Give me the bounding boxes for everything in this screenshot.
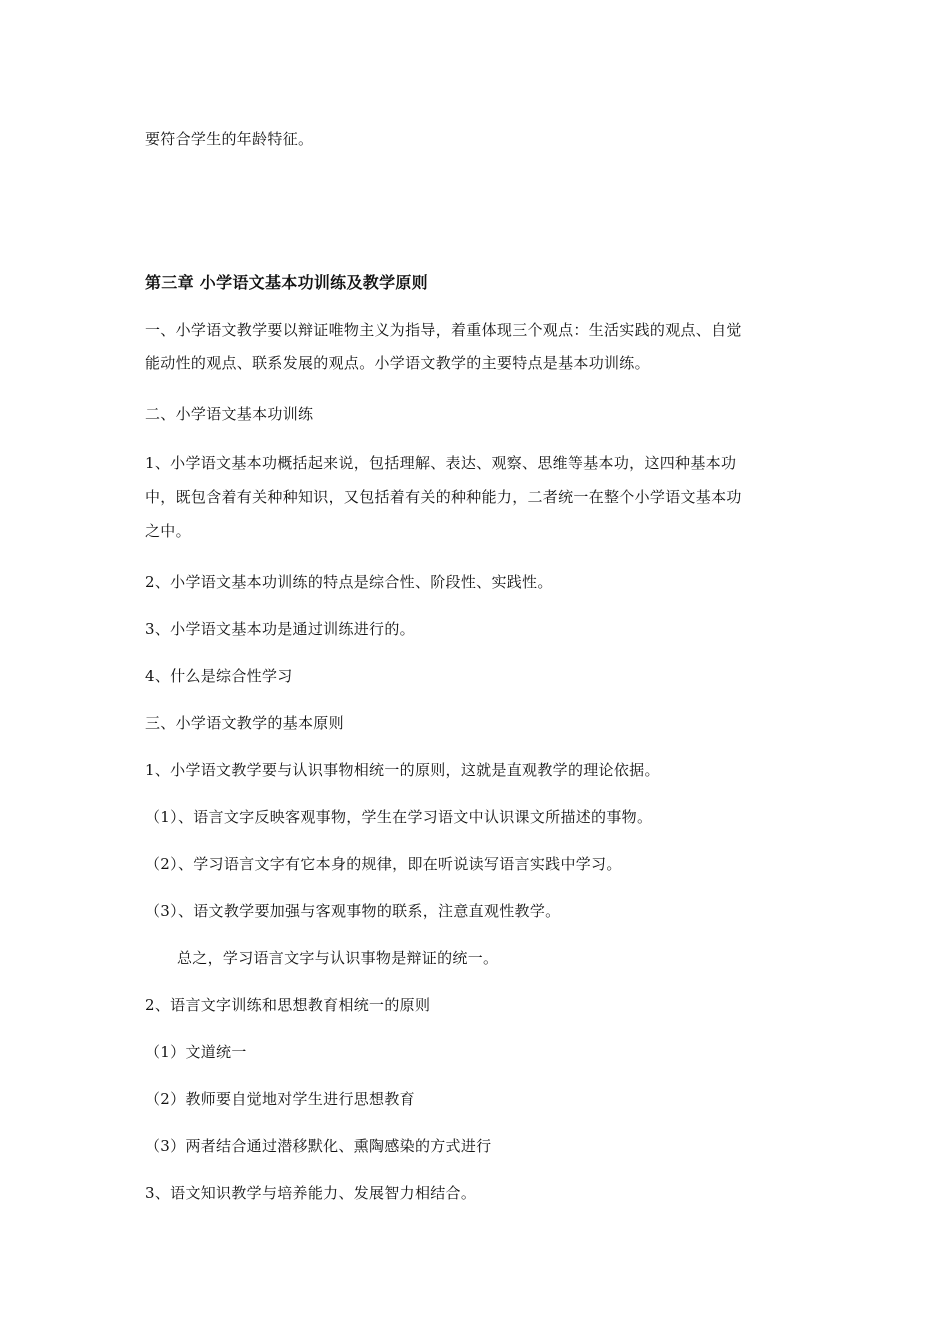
list-item: 2、小学语文基本功训练的特点是综合性、阶段性、实践性。	[145, 573, 553, 591]
summary-line: 总之，学习语言文字与认识事物是辩证的统一。	[177, 949, 499, 967]
sub-list-item: （3）、语文教学要加强与客观事物的联系，注意直观性教学。	[145, 902, 561, 920]
paragraph-line: 能动性的观点、联系发展的观点。小学语文教学的主要特点是基本功训练。	[145, 354, 650, 372]
section-heading: 二、小学语文基本功训练	[145, 405, 314, 423]
list-item: 1、小学语文教学要与认识事物相统一的原则，这就是直观教学的理论依据。	[145, 761, 660, 779]
list-item: 3、语文知识教学与培养能力、发展智力相结合。	[145, 1184, 477, 1202]
carryover-text: 要符合学生的年龄特征。	[145, 130, 314, 148]
list-item: 4、什么是综合性学习	[145, 667, 293, 685]
sub-list-item: （1）、语言文字反映客观事物，学生在学习语文中认识课文所描述的事物。	[145, 808, 653, 826]
paragraph-line: 之中。	[145, 522, 191, 540]
section-heading: 三、小学语文教学的基本原则	[145, 714, 344, 732]
sub-list-item: （2）、学习语言文字有它本身的规律，即在听说读写语言实践中学习。	[145, 855, 622, 873]
sub-list-item: （3）两者结合通过潜移默化、熏陶感染的方式进行	[145, 1137, 492, 1155]
paragraph-line: 一、小学语文教学要以辩证唯物主义为指导，着重体现三个观点：生活实践的观点、自觉	[145, 321, 742, 339]
paragraph-line: 1、小学语文基本功概括起来说，包括理解、表达、观察、思维等基本功，这四种基本功	[145, 454, 737, 472]
list-item: 2、语言文字训练和思想教育相统一的原则	[145, 996, 431, 1014]
chapter-title: 第三章 小学语文基本功训练及教学原则	[145, 273, 428, 292]
sub-list-item: （2）教师要自觉地对学生进行思想教育	[145, 1090, 415, 1108]
sub-list-item: （1）文道统一	[145, 1043, 247, 1061]
paragraph-line: 中，既包含着有关种种知识，又包括着有关的种种能力，二者统一在整个小学语文基本功	[145, 488, 742, 506]
list-item: 3、小学语文基本功是通过训练进行的。	[145, 620, 415, 638]
